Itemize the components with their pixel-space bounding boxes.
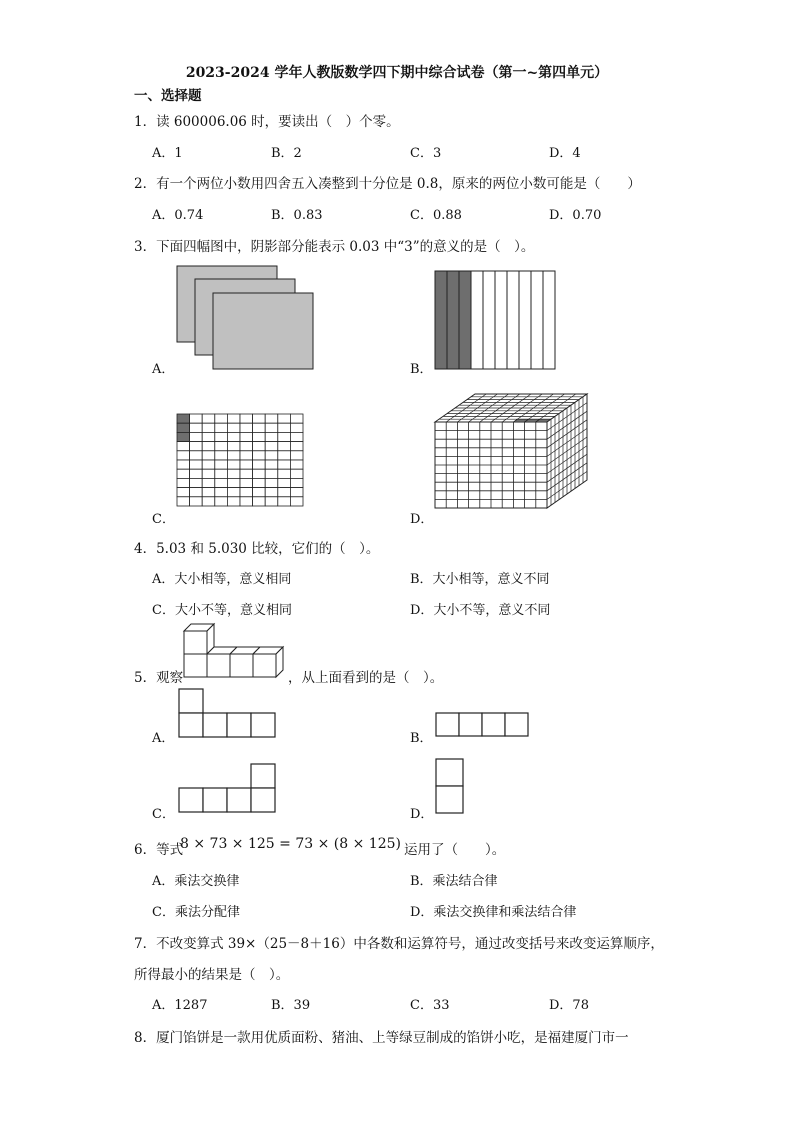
grid-cell [240, 469, 253, 478]
grid-cell [253, 423, 266, 432]
q3-label-b[interactable]: B． [410, 362, 433, 377]
grid-cell [278, 451, 291, 460]
grid-cell [290, 497, 303, 506]
grid-cell [190, 488, 203, 497]
grid-cell [290, 469, 303, 478]
grid-cell [253, 432, 266, 441]
grid-cell [265, 414, 278, 423]
grid-cell [265, 497, 278, 506]
grid-cell [253, 460, 266, 469]
grid-cell [215, 488, 228, 497]
grid-cell [227, 497, 240, 506]
grid-cell [278, 469, 291, 478]
q6-option-c[interactable]: C．乘法分配律 [152, 905, 240, 920]
q6-option-a[interactable]: A．乘法交换律 [152, 874, 240, 889]
grid-cell [240, 478, 253, 487]
question-7-stem-line-2: 所得最小的结果是（ ）。 [134, 967, 290, 983]
question-2-stem: 2．有一个两位小数用四舍五入凑整到十分位是 0.8，原来的两位小数可能是（ ） [134, 176, 641, 192]
grid-cell [290, 451, 303, 460]
grid-cell [265, 460, 278, 469]
grid-cell [240, 488, 253, 497]
strip [543, 271, 555, 369]
q5-option-b-figure [435, 712, 535, 738]
page-title: 2023-2024 学年人教版数学四下期中综合试卷（第一~第四单元） [185, 65, 609, 81]
grid-cell [290, 478, 303, 487]
grid-cell [177, 478, 190, 487]
strip [519, 271, 531, 369]
grid-cell [227, 414, 240, 423]
question-3-stem: 3．下面四幅图中，阴影部分能表示 0.03 中“3”的意义的是（ ）。 [134, 239, 535, 255]
grid-cell [265, 442, 278, 451]
grid-cell [253, 442, 266, 451]
grid-cell [253, 414, 266, 423]
q5-option-d-figure [435, 758, 465, 816]
grid-cell [202, 469, 215, 478]
q1-option-a[interactable]: A．1 [152, 146, 183, 161]
grid-cell [202, 451, 215, 460]
grid-cell [240, 497, 253, 506]
grid-cell [278, 432, 291, 441]
grid-cell [202, 432, 215, 441]
grid-cell [240, 432, 253, 441]
grid-cell [215, 460, 228, 469]
q1-option-d[interactable]: D．4 [549, 146, 581, 161]
question-8-stem: 8．厦门馅饼是一款用优质面粉、猪油、上等绿豆制成的馅饼小吃，是福建厦门市一 [134, 1030, 629, 1046]
grid-cell [190, 478, 203, 487]
grid-cell [265, 469, 278, 478]
grid-cell [202, 414, 215, 423]
grid-cell [202, 488, 215, 497]
q3-figure-d [434, 393, 590, 509]
grid-cell [215, 469, 228, 478]
grid-cell [290, 432, 303, 441]
grid-cell [177, 469, 190, 478]
q3-label-a[interactable]: A． [152, 362, 175, 377]
grid-cell [190, 432, 203, 441]
strip [459, 271, 471, 369]
grid-cell [290, 414, 303, 423]
grid-cell [177, 432, 190, 441]
question-4-stem: 4．5.03 和 5.030 比较，它们的（ ）。 [134, 541, 380, 557]
grid-cell [265, 432, 278, 441]
q5-option-c-figure [178, 763, 278, 813]
section-heading: 一、选择题 [134, 88, 202, 104]
grid-cell [177, 488, 190, 497]
grid-cell [290, 488, 303, 497]
grid-cell [190, 423, 203, 432]
q5-label-a[interactable]: A． [152, 731, 175, 746]
grid-cell [190, 460, 203, 469]
grid-cell [253, 469, 266, 478]
strip [507, 271, 519, 369]
grid-cell [227, 488, 240, 497]
grid-cell [278, 497, 291, 506]
q6-option-d[interactable]: D．乘法交换律和乘法结合律 [410, 905, 577, 920]
grid-cell [202, 442, 215, 451]
grid-cell [278, 414, 291, 423]
grid-cell [265, 451, 278, 460]
grid-cell [190, 451, 203, 460]
q3-figure-c [176, 413, 304, 507]
strip [447, 271, 459, 369]
question-5-stem-end: ，从上面看到的是（ ）。 [288, 670, 444, 686]
q2-option-a[interactable]: A．0.74 [152, 208, 204, 223]
q5-label-b[interactable]: B． [410, 731, 433, 746]
grid-cell [215, 414, 228, 423]
grid-cell [227, 442, 240, 451]
grid-cell [290, 460, 303, 469]
q5-solid-figure [183, 623, 291, 681]
q3-label-d[interactable]: D． [410, 512, 434, 527]
grid-cell [253, 478, 266, 487]
grid-cell [253, 451, 266, 460]
grid-cell [265, 423, 278, 432]
q2-option-d[interactable]: D．0.70 [549, 208, 602, 223]
q4-option-c[interactable]: C．大小不等，意义相同 [152, 603, 292, 618]
grid-cell [177, 460, 190, 469]
grid-cell [202, 497, 215, 506]
grid-cell [265, 488, 278, 497]
grid-cell [227, 423, 240, 432]
question-6-stem-end: 运用了（ ）。 [404, 842, 506, 858]
q3-label-c[interactable]: C． [152, 512, 175, 527]
strip [531, 271, 543, 369]
q6-option-b[interactable]: B．乘法结合律 [410, 874, 498, 889]
q7-option-b[interactable]: B．39 [271, 998, 311, 1013]
grid-cell [290, 423, 303, 432]
q7-option-c[interactable]: C．33 [410, 998, 450, 1013]
q2-option-c[interactable]: C．0.88 [410, 208, 462, 223]
q6-formula: 8 × 73 × 125 = 73 × (8 × 125) [180, 836, 401, 852]
grid-cell [190, 414, 203, 423]
q4-option-a[interactable]: A．大小相等，意义相同 [152, 572, 292, 587]
q5-label-c[interactable]: C． [152, 807, 175, 822]
grid-cell [227, 469, 240, 478]
grid-cell [177, 442, 190, 451]
question-7-stem-line-1: 7．不改变算式 39×（25－8＋16）中各数和运算符号，通过改变括号来改变运算顺序， [134, 936, 664, 952]
question-1-stem: 1．读 600006.06 时，要读出（ ）个零。 [134, 114, 400, 130]
grid-cell [278, 460, 291, 469]
grid-cell [278, 423, 291, 432]
q3-figure-b [434, 270, 558, 370]
q2-option-b[interactable]: B．0.83 [271, 208, 323, 223]
q1-option-b[interactable]: B．2 [271, 146, 302, 161]
q5-option-a-figure [178, 688, 278, 738]
grid-cell [202, 423, 215, 432]
grid-cell [215, 478, 228, 487]
grid-cell [253, 488, 266, 497]
grid-cell [240, 414, 253, 423]
grid-cell [278, 488, 291, 497]
strip [483, 271, 495, 369]
q1-option-c[interactable]: C．3 [410, 146, 442, 161]
grid-cell [240, 460, 253, 469]
grid-cell [265, 478, 278, 487]
grid-cell [278, 478, 291, 487]
strip [495, 271, 507, 369]
grid-cell [227, 451, 240, 460]
q7-option-a[interactable]: A．1287 [152, 998, 208, 1013]
q5-label-d[interactable]: D． [410, 807, 434, 822]
strip [471, 271, 483, 369]
question-5-stem-start: 5．观察 [134, 670, 184, 686]
grid-cell [215, 497, 228, 506]
strip [435, 271, 447, 369]
grid-cell [240, 451, 253, 460]
q3-figure-a [176, 265, 318, 371]
question-6-stem-start: 6．等式 [134, 842, 184, 858]
grid-cell [215, 432, 228, 441]
grid-cell [202, 478, 215, 487]
q7-option-d[interactable]: D．78 [549, 998, 589, 1013]
grid-cell [240, 442, 253, 451]
grid-cell [227, 460, 240, 469]
grid-cell [177, 497, 190, 506]
grid-cell [177, 451, 190, 460]
grid-cell [177, 414, 190, 423]
q4-option-b[interactable]: B．大小相等，意义不同 [410, 572, 550, 587]
grid-cell [278, 442, 291, 451]
grid-cell [253, 497, 266, 506]
grid-cell [240, 423, 253, 432]
grid-cell [215, 423, 228, 432]
grid-cell [190, 469, 203, 478]
grid-cell [190, 497, 203, 506]
grid-cell [290, 442, 303, 451]
grid-cell [227, 478, 240, 487]
grid-cell [177, 423, 190, 432]
grid-cell [215, 442, 228, 451]
q4-option-d[interactable]: D．大小不等，意义不同 [410, 603, 551, 618]
grid-cell [227, 432, 240, 441]
grid-cell [202, 460, 215, 469]
grid-cell [190, 442, 203, 451]
grid-cell [215, 451, 228, 460]
